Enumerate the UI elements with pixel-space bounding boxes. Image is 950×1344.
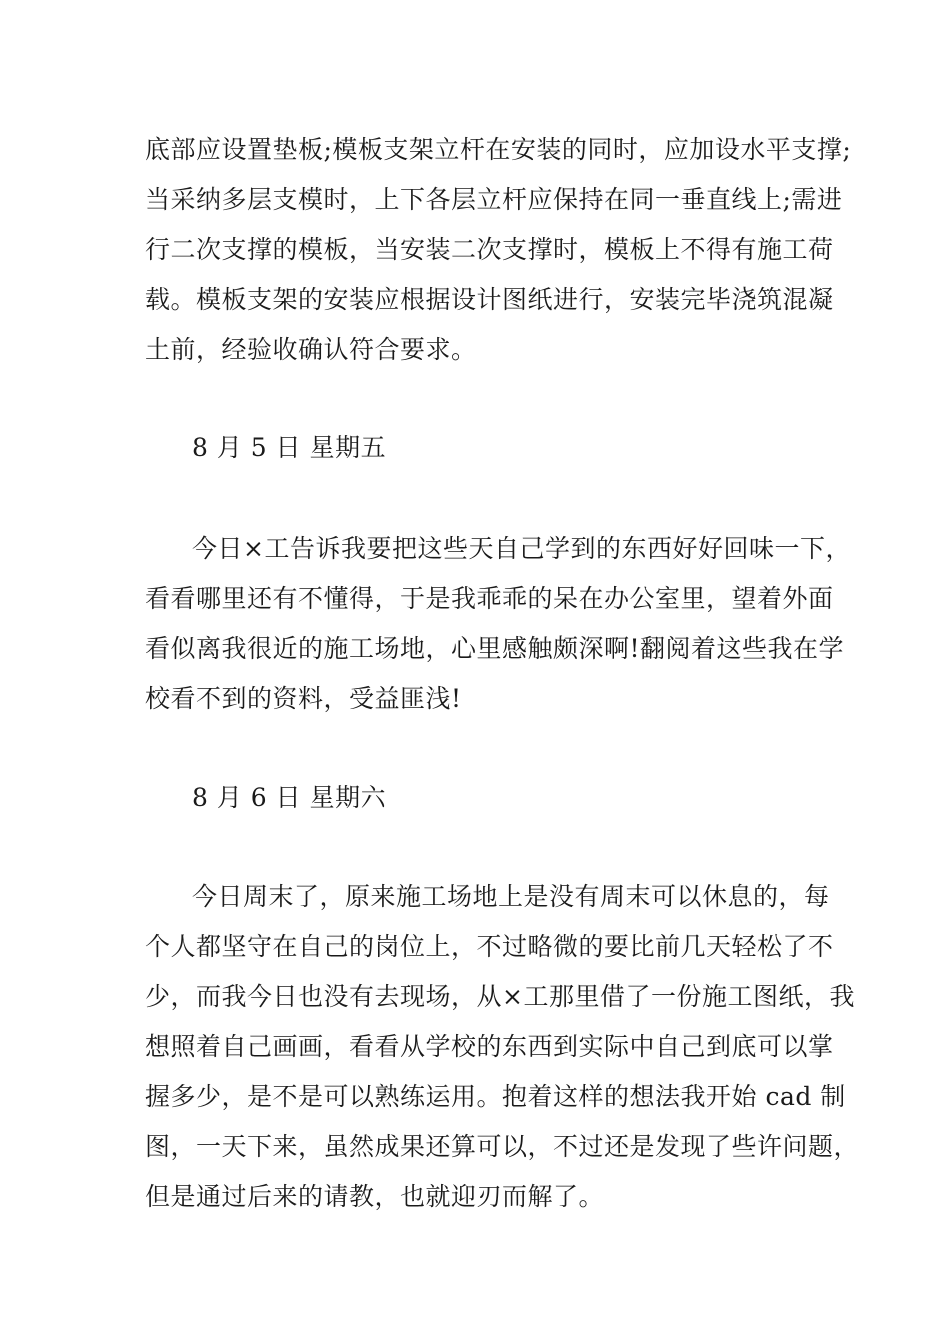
paragraph-3-line-2: 个人都坚守在自己的岗位上，不过略微的要比前几天轻松了不	[145, 932, 834, 961]
paragraph-2-line-1: 今日×工告诉我要把这些天自己学到的东西好好回味一下，	[192, 534, 851, 563]
paragraph-2-line-2: 看看哪里还有不懂得，于是我乖乖的呆在办公室里，望着外面	[145, 584, 834, 613]
paragraph-3-line-6: 图，一天下来，虽然成果还算可以，不过还是发现了些许问题，	[145, 1132, 860, 1161]
paragraph-1-line-5: 土前，经验收确认符合要求。	[145, 335, 477, 364]
paragraph-3-line-3: 少，而我今日也没有去现场，从×工那里借了一份施工图纸，我	[145, 982, 855, 1011]
paragraph-3-line-5: 握多少，是不是可以熟练运用。抱着这样的想法我开始 cad 制	[145, 1082, 846, 1111]
paragraph-1-line-3: 行二次支撑的模板，当安装二次支撑时，模板上不得有施工荷	[145, 235, 834, 264]
date-heading-aug-6: 8 月 6 日 星期六	[192, 783, 387, 812]
paragraph-2-line-3: 看似离我很近的施工场地，心里感触颇深啊!翻阅着这些我在学	[145, 634, 845, 663]
paragraph-3-line-7: 但是通过后来的请教，也就迎刃而解了。	[145, 1182, 605, 1211]
date-heading-aug-5: 8 月 5 日 星期五	[192, 433, 387, 462]
paragraph-1-line-2: 当采纳多层支模时，上下各层立杆应保持在同一垂直线上;需进	[145, 185, 843, 214]
paragraph-1-line-4: 载。模板支架的安装应根据设计图纸进行，安装完毕浇筑混凝	[145, 285, 834, 314]
paragraph-3-line-1: 今日周末了，原来施工场地上是没有周末可以休息的，每	[192, 882, 830, 911]
paragraph-1-line-1: 底部应设置垫板;模板支架立杆在安装的同时，应加设水平支撑;	[145, 135, 852, 164]
paragraph-2-line-4: 校看不到的资料，受益匪浅!	[145, 684, 462, 713]
paragraph-3-line-4: 想照着自己画画，看看从学校的东西到实际中自己到底可以掌	[145, 1032, 834, 1061]
